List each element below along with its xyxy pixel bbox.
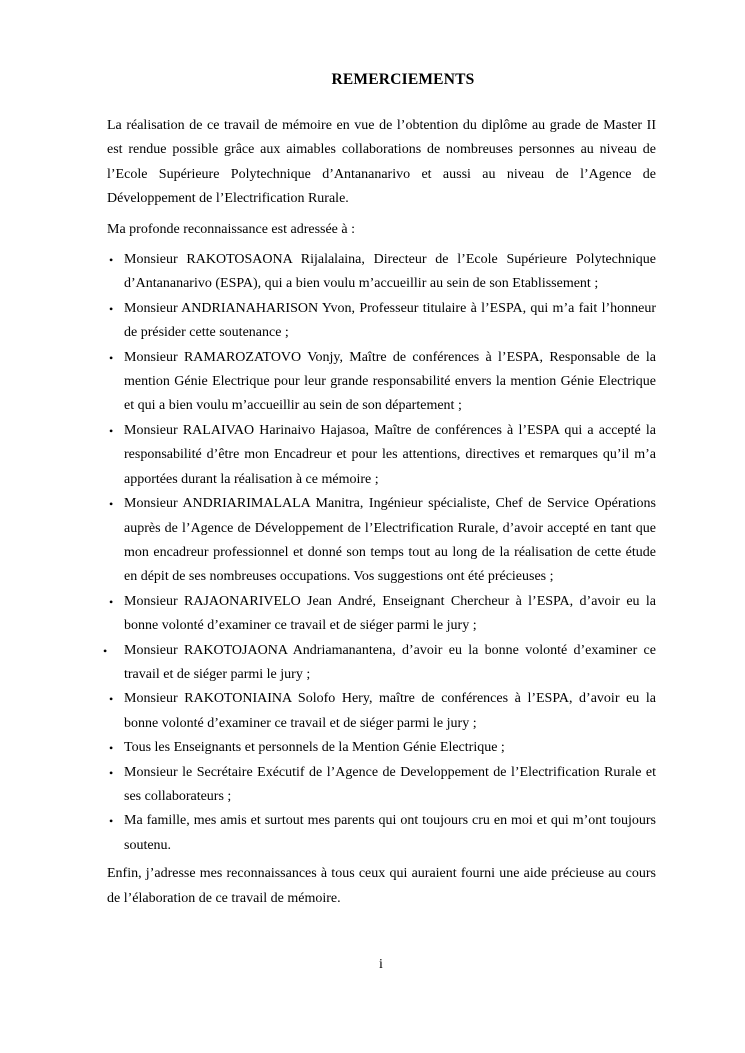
- list-item-text: Monsieur RAMAROZATOVO Vonjy, Maître de conférences à l’ESPA, Responsable de la mention Génie Electrique pour leur grande responsabilité envers la mention Génie Electrique et qui a bien voulu m’accueillir au sein de son département ;: [124, 349, 656, 414]
- document-body: [103, 114, 656, 911]
- bullet-icon: •: [109, 497, 114, 512]
- bullet-icon: •: [103, 643, 108, 658]
- list-item-text: Monsieur ANDRIANAHARISON Yvon, Professeur titulaire à l’ESPA, qui m’a fait l’honneur de présider cette soutenance ;: [124, 300, 656, 341]
- list-item-text: Monsieur le Secrétaire Exécutif de l’Agence de Developpement de l’Electrification Rurale et ses collaborateurs ;: [124, 764, 656, 804]
- list-item: [107, 590, 656, 639]
- page-number: i: [379, 957, 383, 972]
- list-item-text: Monsieur ANDRIARIMALALA Manitra, Ingénieur spécialiste, Chef de Service Opérations auprès de l’Agence de Développement de l’Electrification Rurale, d’avoir accepté en tant que mon encadreur professionnel et donné son temps tout au long de la réalisation de cette étude en dépit de ses nombreuses occupations. Vos suggestions ont été précieuses ;: [124, 496, 656, 585]
- list-item-text: Monsieur RALAIVAO Harinaivo Hajasoa, Maître de conférences à l’ESPA qui a accepté la responsabilité d’être mon Encadreur et pour les attentions, directives et remarques qu’il m’a apportées durant la réalisation à ce mémoire ;: [124, 422, 656, 487]
- list-item: [107, 419, 656, 492]
- page-title: REMERCIEMENTS: [331, 71, 475, 88]
- bullet-icon: •: [109, 350, 114, 365]
- closing-paragraph: Enfin, j’adresse mes reconnaissances à tous ceux qui auraient fourni une aide précieuse au cours de l’élaboration de ce travail de mémoire.: [107, 866, 656, 906]
- list-item: [107, 346, 656, 419]
- list-item-text: Tous les Enseignants et personnels de la Mention Génie Electrique ;: [124, 740, 505, 756]
- intro-paragraph: La réalisation de ce travail de mémoire en vue de l’obtention du diplôme au grade de Master II est rendue possible grâce aux aimables collaborations de nombreuses personnes au niveau de l’Ecole Supérieure Polytechnique d’Antananarivo et aussi au niveau de l’Agence de Développement de l’Electrification Rurale.: [107, 118, 656, 207]
- lead-paragraph: Ma profonde reconnaissance est adressée à :: [107, 221, 356, 237]
- list-item: [107, 761, 656, 810]
- bullet-icon: •: [109, 253, 114, 268]
- list-item: [103, 639, 656, 688]
- list-item-text: Monsieur RAKOTOJAONA Andriamanantena, d’avoir eu la bonne volonté d’examiner ce travail et de siéger parmi le jury ;: [124, 642, 656, 682]
- list-item: [107, 736, 656, 760]
- list-item: [107, 809, 656, 858]
- list-item-text: Monsieur RAKOTONIAINA Solofo Hery, maître de conférences à l’ESPA, d’avoir eu la bonne volonté d’examiner ce travail et de siéger parmi le jury ;: [124, 691, 656, 731]
- list-item: [107, 248, 656, 297]
- list-item: [107, 492, 656, 590]
- list-item: [107, 687, 656, 736]
- bullet-icon: •: [109, 765, 114, 780]
- list-item: [107, 297, 656, 346]
- bullet-icon: •: [109, 814, 114, 829]
- bullet-icon: •: [109, 301, 114, 316]
- bullet-icon: •: [109, 594, 114, 609]
- list-item-text: Monsieur RAJAONARIVELO Jean André, Enseignant Chercheur à l’ESPA, d’avoir eu la bonne volonté d’examiner ce travail et de siéger parmi le jury ;: [124, 593, 656, 634]
- bullet-icon: •: [109, 692, 114, 707]
- bullet-icon: •: [109, 741, 114, 756]
- list-item-text: Monsieur RAKOTOSAONA Rijalalaina, Directeur de l’Ecole Supérieure Polytechnique d’Antananarivo (ESPA), qui a bien voulu m’accueillir au sein de son Etablissement ;: [124, 252, 656, 292]
- acknowledgement-list: [103, 248, 656, 858]
- list-item-text: Ma famille, mes amis et surtout mes parents qui ont toujours cru en moi et qui m’ont toujours soutenu.: [124, 813, 656, 853]
- bullet-icon: •: [109, 423, 114, 438]
